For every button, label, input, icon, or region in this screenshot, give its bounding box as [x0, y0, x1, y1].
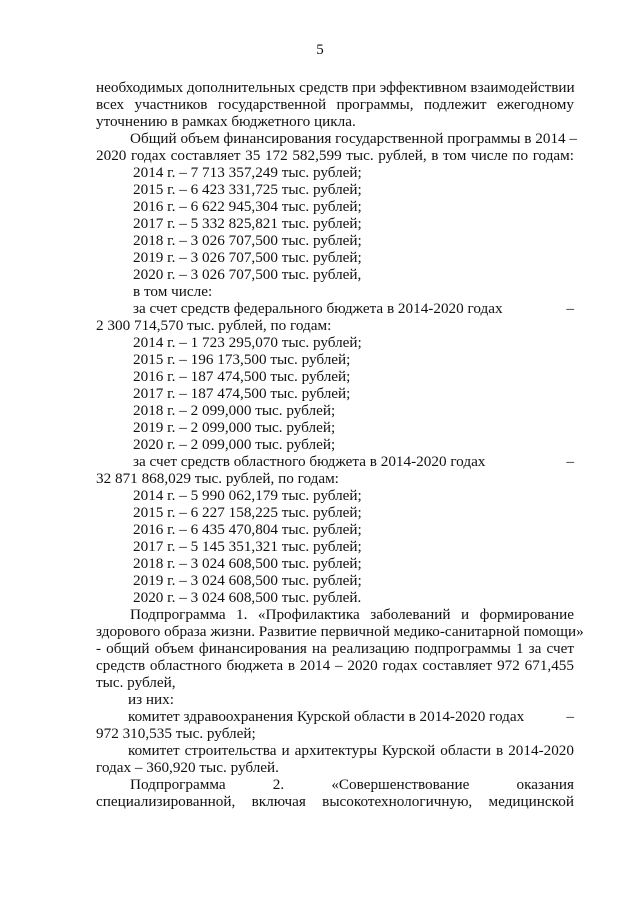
- list-item: 2020 г. – 3 024 608,500 тыс. рублей.: [133, 589, 362, 606]
- paragraph-line: Подпрограмма 1. «Профилактика заболеваний и формирование: [130, 606, 574, 623]
- list-item: 2020 г. – 2 099,000 тыс. рублей;: [133, 436, 336, 453]
- paragraph-line: Подпрограмма 2. «Совершенствование оказания: [130, 776, 574, 793]
- paragraph-line: специализированной, включая высокотехнологичную, медицинской: [96, 793, 574, 810]
- list-item: 2016 г. – 6 622 945,304 тыс. рублей;: [133, 198, 362, 215]
- list-item: 2020 г. – 3 026 707,500 тыс. рублей,: [133, 266, 362, 283]
- list-item: 2018 г. – 3 024 608,500 тыс. рублей;: [133, 555, 362, 572]
- paragraph-line: 2020 годах составляет 35 172 582,599 тыс. рублей, в том числе по годам:: [96, 147, 574, 164]
- list-item: 2017 г. – 5 332 825,821 тыс. рублей;: [133, 215, 362, 232]
- page-number: 5: [316, 42, 324, 58]
- list-item: 2014 г. – 5 990 062,179 тыс. рублей;: [133, 487, 362, 504]
- federal-heading: [133, 300, 574, 317]
- list-item: 2018 г. – 2 099,000 тыс. рублей;: [133, 402, 336, 419]
- paragraph-line: - общий объем финансирования на реализацию подпрограммы 1 за счет: [96, 640, 574, 657]
- paragraph-line: уточнению в рамках бюджетного цикла.: [96, 113, 356, 130]
- list-item: 2017 г. – 187 474,500 тыс. рублей;: [133, 385, 351, 402]
- section-label: из них:: [128, 691, 174, 708]
- list-item: 2015 г. – 6 227 158,225 тыс. рублей;: [133, 504, 362, 521]
- health-committee-text: комитет здравоохранения Курской области в 2014-2020 годах: [128, 708, 525, 725]
- list-item: 2014 г. – 7 713 357,249 тыс. рублей;: [133, 164, 362, 181]
- regional-total: 32 871 868,029 тыс. рублей, по годам:: [96, 470, 339, 487]
- list-item: 2016 г. – 187 474,500 тыс. рублей;: [133, 368, 351, 385]
- list-item: 2018 г. – 3 026 707,500 тыс. рублей;: [133, 232, 362, 249]
- paragraph-line: средств областного бюджета в 2014 – 2020 годах составляет 972 671,455: [96, 657, 574, 674]
- section-label: в том числе:: [133, 283, 213, 300]
- list-item: 2019 г. – 2 099,000 тыс. рублей;: [133, 419, 336, 436]
- paragraph-line: здорового образа жизни. Развитие первичной медико-санитарной помощи»: [96, 623, 584, 640]
- federal-total: 2 300 714,570 тыс. рублей, по годам:: [96, 317, 332, 334]
- paragraph-line: всех участников государственной программы, подлежит ежегодному: [96, 96, 574, 113]
- list-item: 2015 г. – 6 423 331,725 тыс. рублей;: [133, 181, 362, 198]
- list-item: 2014 г. – 1 723 295,070 тыс. рублей;: [133, 334, 362, 351]
- list-item: 2017 г. – 5 145 351,321 тыс. рублей;: [133, 538, 362, 555]
- list-item: 2019 г. – 3 024 608,500 тыс. рублей;: [133, 572, 362, 589]
- federal-heading-text: за счет средств федерального бюджета в 2014-2020 годах: [133, 300, 503, 317]
- health-committee-dash: –: [566, 708, 574, 725]
- regional-heading-dash: –: [566, 453, 574, 470]
- regional-heading-text: за счет средств областного бюджета в 2014-2020 годах: [133, 453, 486, 470]
- regional-heading: [133, 453, 574, 470]
- federal-heading-dash: –: [566, 300, 574, 317]
- paragraph-line: комитет строительства и архитектуры Курской области в 2014-2020: [128, 742, 574, 759]
- paragraph-line: необходимых дополнительных средств при эффективном взаимодействии: [96, 79, 575, 96]
- list-item: 2019 г. – 3 026 707,500 тыс. рублей;: [133, 249, 362, 266]
- paragraph-line: тыс. рублей,: [96, 674, 176, 691]
- list-item: 2015 г. – 196 173,500 тыс. рублей;: [133, 351, 351, 368]
- paragraph-line: Общий объем финансирования государственной программы в 2014 –: [130, 130, 578, 147]
- health-committee-total: 972 310,535 тыс. рублей;: [96, 725, 256, 742]
- health-committee-line: [128, 708, 574, 725]
- list-item: 2016 г. – 6 435 470,804 тыс. рублей;: [133, 521, 362, 538]
- paragraph-line: годах – 360,920 тыс. рублей.: [96, 759, 279, 776]
